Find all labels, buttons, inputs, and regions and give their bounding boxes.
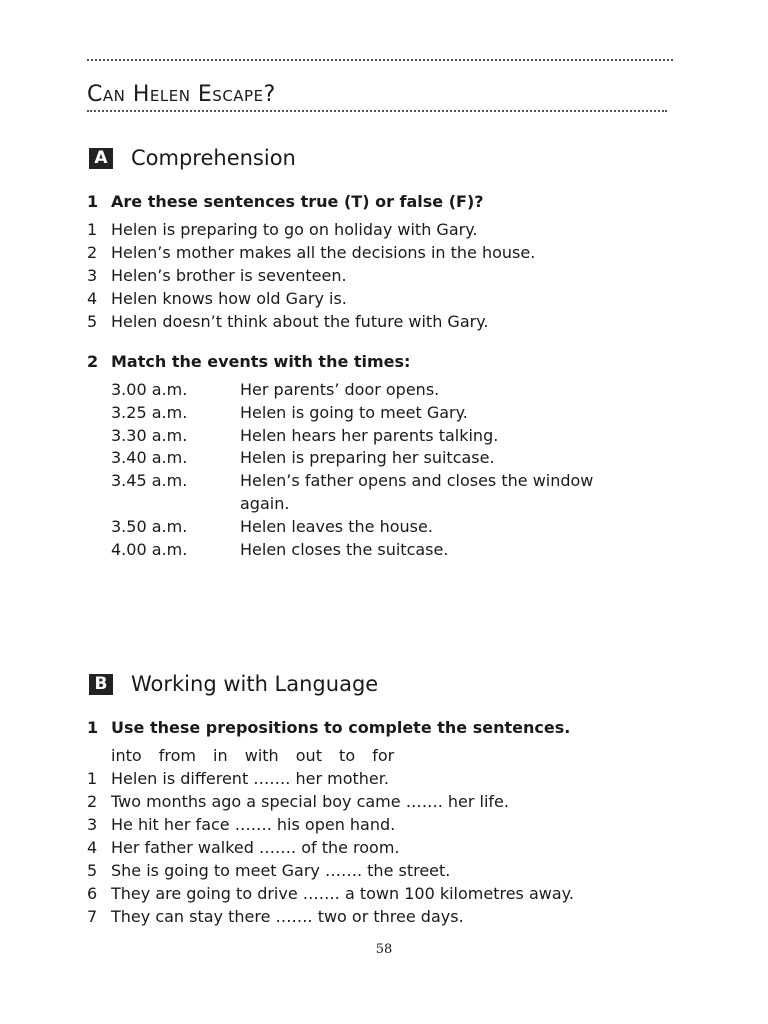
list-item xyxy=(87,264,535,287)
list-item xyxy=(87,241,535,264)
time-event-table xyxy=(111,379,640,561)
section-a-title: Comprehension xyxy=(131,146,296,170)
question-instruction: Match the events with the times: xyxy=(111,352,411,371)
item-number: 4 xyxy=(87,838,98,857)
list-item xyxy=(87,767,574,790)
table-row xyxy=(111,379,640,402)
table-row xyxy=(111,447,640,470)
item-number: 3 xyxy=(87,815,98,834)
dotted-rule-bottom xyxy=(87,110,667,112)
item-text: Her father walked ……. of the room. xyxy=(111,838,400,857)
fill-in-list xyxy=(87,767,574,928)
item-number: 1 xyxy=(87,769,98,788)
item-number: 5 xyxy=(87,312,98,331)
item-number: 1 xyxy=(87,220,98,239)
item-text: Helen doesn’t think about the future with Gary. xyxy=(111,312,489,331)
section-a-question-1 xyxy=(87,191,484,213)
table-row xyxy=(111,516,640,539)
question-number: 1 xyxy=(87,192,99,211)
item-number: 3 xyxy=(87,266,98,285)
event-cell: Helen is going to meet Gary. xyxy=(240,402,468,422)
item-number: 5 xyxy=(87,861,98,880)
item-text: They can stay there ……. two or three days. xyxy=(111,907,464,926)
event-cell: Helen closes the suitcase. xyxy=(240,539,449,559)
item-number: 7 xyxy=(87,907,98,926)
list-item xyxy=(87,218,535,241)
event-cell: Her parents’ door opens. xyxy=(240,380,440,399)
list-item xyxy=(87,859,574,882)
table-row xyxy=(111,402,640,425)
list-item xyxy=(87,790,574,813)
list-item xyxy=(87,905,574,928)
preposition-word-bank: into from in with out to for xyxy=(111,746,395,765)
list-item xyxy=(87,287,535,310)
item-text: Two months ago a special boy came ……. her life. xyxy=(111,792,509,811)
item-number: 6 xyxy=(87,884,98,903)
true-false-list xyxy=(87,218,535,333)
page-title: Can Helen Escape? xyxy=(87,82,276,107)
section-a-letter-box: A xyxy=(89,148,113,169)
question-number: 2 xyxy=(87,352,99,371)
question-instruction: Use these prepositions to complete the sentences. xyxy=(111,718,571,737)
time-cell: 3.25 a.m. xyxy=(111,402,188,422)
item-text: Helen’s brother is seventeen. xyxy=(111,266,347,285)
section-b-letter-box: B xyxy=(89,674,113,695)
item-number: 2 xyxy=(87,792,98,811)
table-row xyxy=(111,539,640,562)
section-a-question-2 xyxy=(87,351,410,373)
item-text: He hit her face ……. his open hand. xyxy=(111,815,396,834)
dotted-rule-top xyxy=(87,59,673,61)
item-text: They are going to drive ……. a town 100 kilometres away. xyxy=(111,884,574,903)
item-text: Helen is preparing to go on holiday with Gary. xyxy=(111,220,478,239)
question-number: 1 xyxy=(87,718,99,737)
section-b-heading xyxy=(89,670,378,698)
time-cell: 3.45 a.m. xyxy=(111,471,188,491)
event-cell: Helen’s father opens and closes the window again. xyxy=(240,471,594,513)
list-item xyxy=(87,310,535,333)
item-text: She is going to meet Gary ……. the street. xyxy=(111,861,451,880)
item-number: 4 xyxy=(87,289,98,308)
table-row xyxy=(111,470,640,516)
event-cell: Helen is preparing her suitcase. xyxy=(240,448,495,468)
time-cell: 4.00 a.m. xyxy=(111,539,188,559)
time-cell: 3.40 a.m. xyxy=(111,448,188,468)
question-instruction: Are these sentences true (T) or false (F)? xyxy=(111,192,484,211)
section-b-title: Working with Language xyxy=(131,672,379,696)
item-text: Helen’s mother makes all the decisions in the house. xyxy=(111,243,536,262)
event-cell: Helen leaves the house. xyxy=(240,516,433,536)
item-text: Helen is different ……. her mother. xyxy=(111,769,389,788)
item-number: 2 xyxy=(87,243,98,262)
time-cell: 3.00 a.m. xyxy=(111,380,188,399)
time-cell: 3.50 a.m. xyxy=(111,516,188,536)
time-cell: 3.30 a.m. xyxy=(111,425,188,445)
section-a-heading xyxy=(89,144,296,172)
section-b-question-1 xyxy=(87,717,570,739)
event-cell: Helen hears her parents talking. xyxy=(240,425,499,445)
item-text: Helen knows how old Gary is. xyxy=(111,289,347,308)
table-row xyxy=(111,425,640,448)
list-item xyxy=(87,813,574,836)
list-item xyxy=(87,836,574,859)
list-item xyxy=(87,882,574,905)
page-number: 58 xyxy=(375,942,393,957)
